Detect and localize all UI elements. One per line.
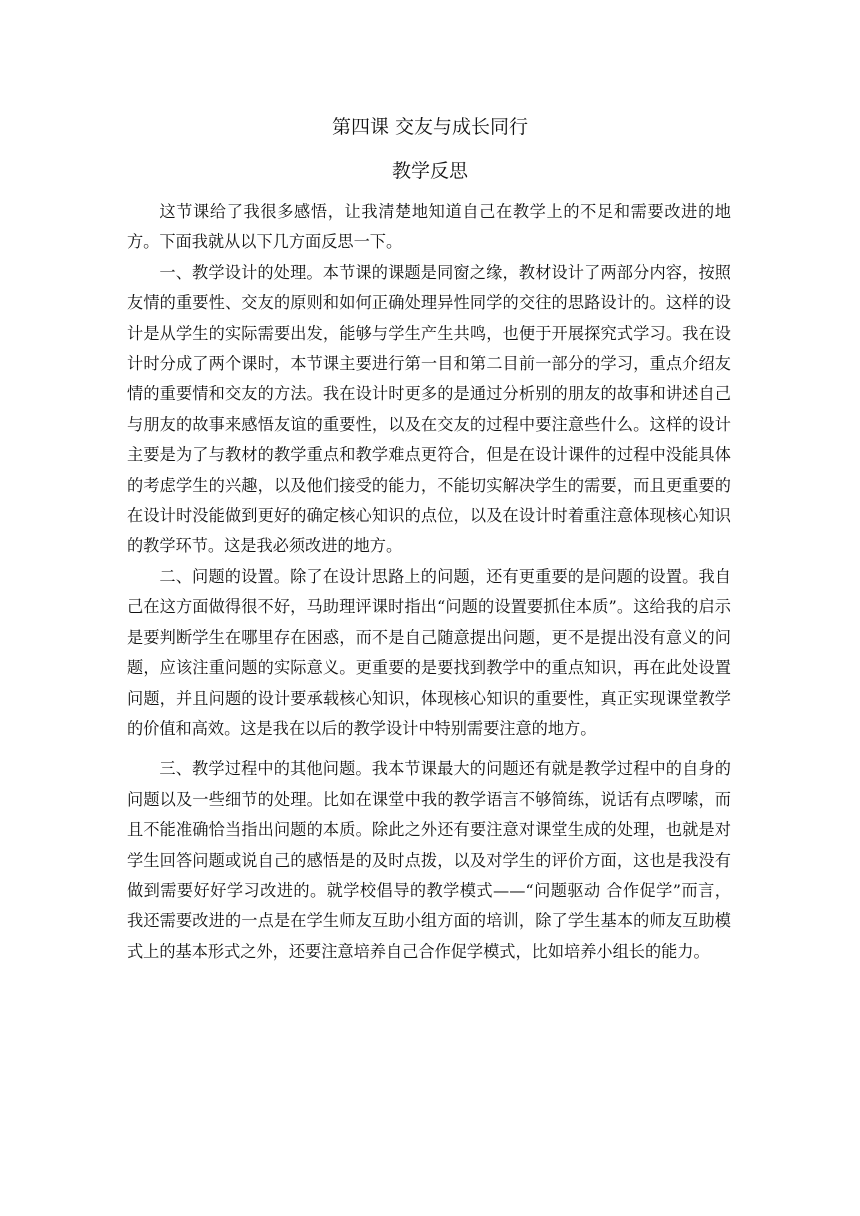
document-body (127, 197, 731, 967)
paragraph-intro: 这节课给了我很多感悟，让我清楚地知道自己在教学上的不足和需要改进的地方。下面我就从以下几方面反思一下。 (127, 202, 731, 252)
document-subtitle: 教学反思 (391, 160, 468, 182)
paragraph-other-issues: 三、教学过程中的其他问题。我本节课最大的问题还有就是教学过程中的自身的问题以及一些细节的处理。比如在课堂中我的教学语言不够简练，说话有点啰嗦，而且不能准确恰当指出问题的本质。除此之外还有要注意对课堂生成的处理，也就是对学生回答问题或说自己的感悟是的及时点拨，以及对学生的评价方面，这也是我没有做到需要好好学习改进的。就学校倡导的教学模式——“问题驱动 合作促学”而言，我还需要改进的一点是在学生师友互助小组方面的培训，除了学生基本的师友互助模式上的基本形式之外，还要注意培养自己合作促学模式，比如培养小组长的能力。 (127, 759, 731, 961)
document-title: 第四课 交友与成长同行 (331, 116, 529, 138)
paragraph-teaching-design: 一、教学设计的处理。本节课的课题是同窗之缘，教材设计了两部分内容，按照友情的重要性、交友的原则和如何正确处理异性同学的交往的思路设计的。这样的设计是从学生的实际需要出发，能够与学生产生共鸣，也便于开展探究式学习。我在设计时分成了两个课时，本节课主要进行第一目和第二目前一部分的学习，重点介绍友情的重要情和交友的方法。我在设计时更多的是通过分析别的朋友的故事和讲述自己与朋友的故事来感悟友谊的重要性，以及在交友的过程中要注意些什么。这样的设计主要是为了与教材的教学重点和教学难点更符合，但是在设计课件的过程中没能具体的考虑学生的兴趣，以及他们接受的能力，不能切实解决学生的需要，而且更重要的在设计时没能做到更好的确定核心知识的点位，以及在设计时着重注意体现核心知识的教学环节。这是我必须改进的地方。 (127, 262, 731, 556)
paragraph-question-setting: 二、问题的设置。除了在设计思路上的问题，还有更重要的是问题的设置。我自己在这方面做得很不好，马助理评课时指出“问题的设置要抓住本质”。这给我的启示是要判断学生在哪里存在困惑，而不是自己随意提出问题，更不是提出没有意义的问题，应该注重问题的实际意义。更重要的是要找到教学中的重点知识，再在此处设置问题，并且问题的设计要承载核心知识，体现核心知识的重要性，真正实现课堂教学的价值和高效。这是我在以后的教学设计中特别需要注意的地方。 (127, 566, 731, 738)
paragraph-gap (127, 744, 731, 754)
